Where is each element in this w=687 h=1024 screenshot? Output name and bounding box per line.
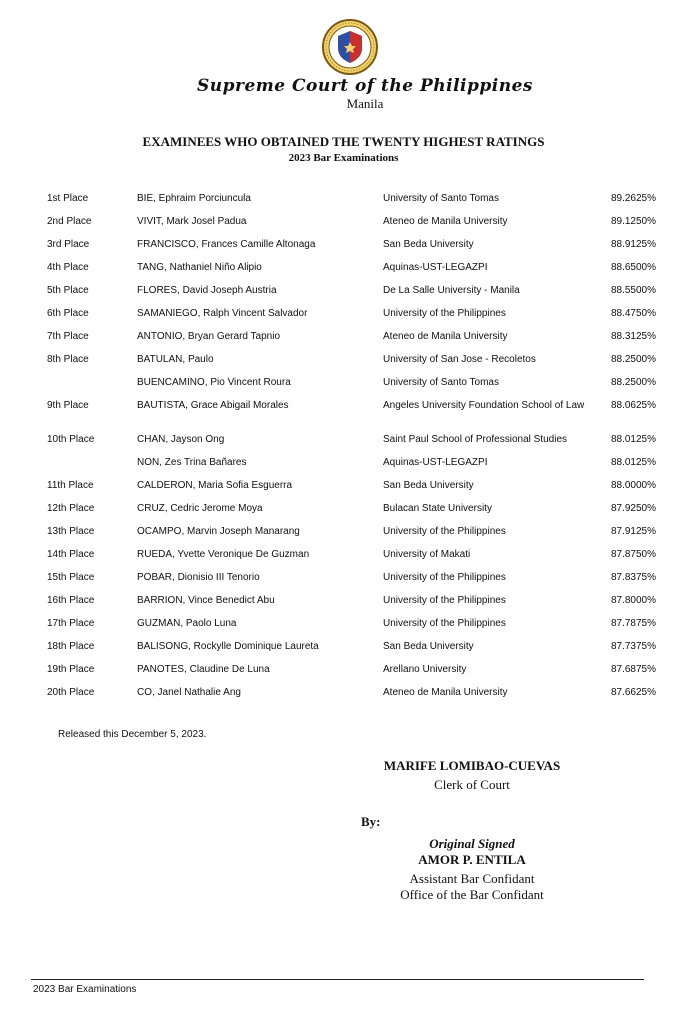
ranking-place: 8th Place [47, 354, 89, 365]
examinee-score: 87.8750% [610, 549, 656, 560]
ranking-row [0, 549, 687, 572]
examinee-name: FRANCISCO, Frances Camille Altonaga [137, 239, 316, 250]
examinee-name: CHAN, Jayson Ong [137, 434, 225, 445]
examinee-score: 87.7875% [610, 618, 656, 629]
examinee-name: BALISONG, Rockylle Dominique Laureta [137, 641, 319, 652]
ranking-place: 5th Place [47, 285, 89, 296]
examinee-score: 88.0625% [610, 400, 656, 411]
release-date: Released this December 5, 2023. [58, 729, 207, 740]
ranking-row [0, 457, 687, 480]
ranking-row [0, 193, 687, 216]
examinee-name: ANTONIO, Bryan Gerard Tapnio [137, 331, 281, 342]
ranking-place: 14th Place [47, 549, 95, 560]
examinee-name: OCAMPO, Marvin Joseph Manarang [137, 526, 300, 537]
document-subtitle: 2023 Bar Examinations [288, 152, 399, 164]
examinee-name: BAUTISTA, Grace Abigail Morales [137, 400, 289, 411]
clerk-title: Clerk of Court [434, 777, 510, 792]
examinee-school: University of the Philippines [383, 618, 506, 629]
examinee-school: De La Salle University - Manila [383, 285, 520, 296]
examinee-score: 87.9250% [610, 503, 656, 514]
examinee-school: San Beda University [383, 239, 474, 250]
examinee-name: CO, Janel Nathalie Ang [137, 687, 241, 698]
ranking-row [0, 377, 687, 400]
supreme-court-seal-icon [321, 18, 379, 76]
examinee-school: University of Santo Tomas [383, 193, 499, 204]
examinee-name: VIVIT, Mark Josel Padua [137, 216, 247, 227]
examinee-score: 87.7375% [610, 641, 656, 652]
examinee-score: 87.6625% [610, 687, 656, 698]
examinee-score: 87.9125% [610, 526, 656, 537]
examinee-name: BIE, Ephraim Porciuncula [137, 193, 251, 204]
assistant-title: Assistant Bar Confidant [409, 871, 535, 886]
ranking-row [0, 526, 687, 549]
examinee-name: NON, Zes Trina Bañares [137, 457, 247, 468]
examinee-school: Arellano University [383, 664, 467, 675]
ranking-place: 2nd Place [47, 216, 92, 227]
examinee-school: Bulacan State University [383, 503, 492, 514]
ranking-row [0, 239, 687, 262]
examinee-name: CRUZ, Cedric Jerome Moya [137, 503, 263, 514]
examinee-school: Aquinas-UST-LEGAZPI [383, 262, 488, 273]
court-name: Supreme Court of the Philippines [197, 76, 533, 96]
examinee-school: Ateneo de Manila University [383, 331, 508, 342]
by-label: By: [361, 814, 381, 829]
examinee-score: 87.6875% [610, 664, 656, 675]
examinee-score: 89.2625% [610, 193, 656, 204]
ranking-row [0, 687, 687, 710]
ranking-place: 11th Place [47, 480, 94, 491]
examinee-name: PANOTES, Claudine De Luna [137, 664, 270, 675]
examinee-school: University of Santo Tomas [383, 377, 499, 388]
ranking-place: 20th Place [47, 687, 95, 698]
ranking-row [0, 308, 687, 331]
ranking-place: 16th Place [47, 595, 95, 606]
ranking-place: 9th Place [47, 400, 89, 411]
examinee-name: BATULAN, Paulo [137, 354, 214, 365]
ranking-row [0, 618, 687, 641]
ranking-place: 15th Place [47, 572, 95, 583]
examinee-score: 88.6500% [610, 262, 656, 273]
examinee-score: 87.8000% [610, 595, 656, 606]
examinee-score: 88.3125% [610, 331, 656, 342]
examinee-score: 88.2500% [610, 354, 656, 365]
examinee-name: TANG, Nathaniel Niño Alipio [137, 262, 262, 273]
examinee-score: 87.8375% [610, 572, 656, 583]
footer-divider [31, 979, 644, 980]
ranking-row [0, 400, 687, 434]
examinee-score: 88.4750% [610, 308, 656, 319]
examinee-school: University of the Philippines [383, 308, 506, 319]
ranking-place: 6th Place [47, 308, 89, 319]
ranking-row [0, 503, 687, 526]
examinee-score: 88.5500% [610, 285, 656, 296]
examinee-school: Saint Paul School of Professional Studies [383, 434, 567, 445]
ranking-place: 17th Place [47, 618, 95, 629]
ranking-row [0, 262, 687, 285]
examinee-school: University of the Philippines [383, 526, 506, 537]
examinee-school: University of the Philippines [383, 595, 506, 606]
examinee-school: San Beda University [383, 480, 474, 491]
examinee-score: 88.2500% [610, 377, 656, 388]
assistant-name: AMOR P. ENTILA [418, 852, 526, 867]
examinee-school: Aquinas-UST-LEGAZPI [383, 457, 488, 468]
ranking-row [0, 480, 687, 503]
ranking-row [0, 595, 687, 618]
examinee-school: University of Makati [383, 549, 471, 560]
examinee-name: POBAR, Dionisio III Tenorio [137, 572, 260, 583]
office-name: Office of the Bar Confidant [400, 887, 544, 902]
examinee-name: SAMANIEGO, Ralph Vincent Salvador [137, 308, 308, 319]
ranking-place: 3rd Place [47, 239, 90, 250]
ranking-row [0, 434, 687, 457]
examinee-score: 88.0125% [610, 434, 656, 445]
court-city: Manila [346, 96, 384, 111]
ranking-place: 4th Place [47, 262, 89, 273]
ranking-place: 12th Place [47, 503, 95, 514]
original-signed-note: Original Signed [429, 836, 515, 851]
examinee-score: 89.1250% [610, 216, 656, 227]
examinee-school: Ateneo de Manila University [383, 687, 508, 698]
ranking-row [0, 572, 687, 595]
document-title: EXAMINEES WHO OBTAINED THE TWENTY HIGHEST RATINGS [142, 134, 545, 149]
ranking-row [0, 285, 687, 308]
ranking-place: 18th Place [47, 641, 95, 652]
examinee-name: CALDERON, Maria Sofia Esguerra [137, 480, 293, 491]
ranking-row [0, 664, 687, 687]
clerk-name: MARIFE LOMIBAO-CUEVAS [383, 758, 561, 773]
rankings-table [0, 193, 687, 710]
ranking-row [0, 641, 687, 664]
ranking-place: 7th Place [47, 331, 89, 342]
ranking-place: 19th Place [47, 664, 95, 675]
ranking-row [0, 216, 687, 239]
examinee-school: University of the Philippines [383, 572, 506, 583]
examinee-name: RUEDA, Yvette Veronique De Guzman [137, 549, 310, 560]
examinee-name: GUZMAN, Paolo Luna [137, 618, 237, 629]
examinee-school: University of San Jose - Recoletos [383, 354, 536, 365]
examinee-name: FLORES, David Joseph Austria [137, 285, 277, 296]
ranking-row [0, 331, 687, 354]
ranking-row [0, 354, 687, 377]
footer-text: 2023 Bar Examinations [33, 984, 137, 995]
examinee-score: 88.0125% [610, 457, 656, 468]
examinee-school: Angeles University Foundation School of Law [383, 400, 585, 411]
ranking-place: 13th Place [47, 526, 95, 537]
examinee-school: Ateneo de Manila University [383, 216, 508, 227]
examinee-score: 88.0000% [610, 480, 656, 491]
ranking-place: 10th Place [47, 434, 95, 445]
examinee-school: San Beda University [383, 641, 474, 652]
examinee-score: 88.9125% [610, 239, 656, 250]
examinee-name: BARRION, Vince Benedict Abu [137, 595, 275, 606]
examinee-name: BUENCAMINO, Pio Vincent Roura [137, 377, 291, 388]
ranking-place: 1st Place [47, 193, 89, 204]
